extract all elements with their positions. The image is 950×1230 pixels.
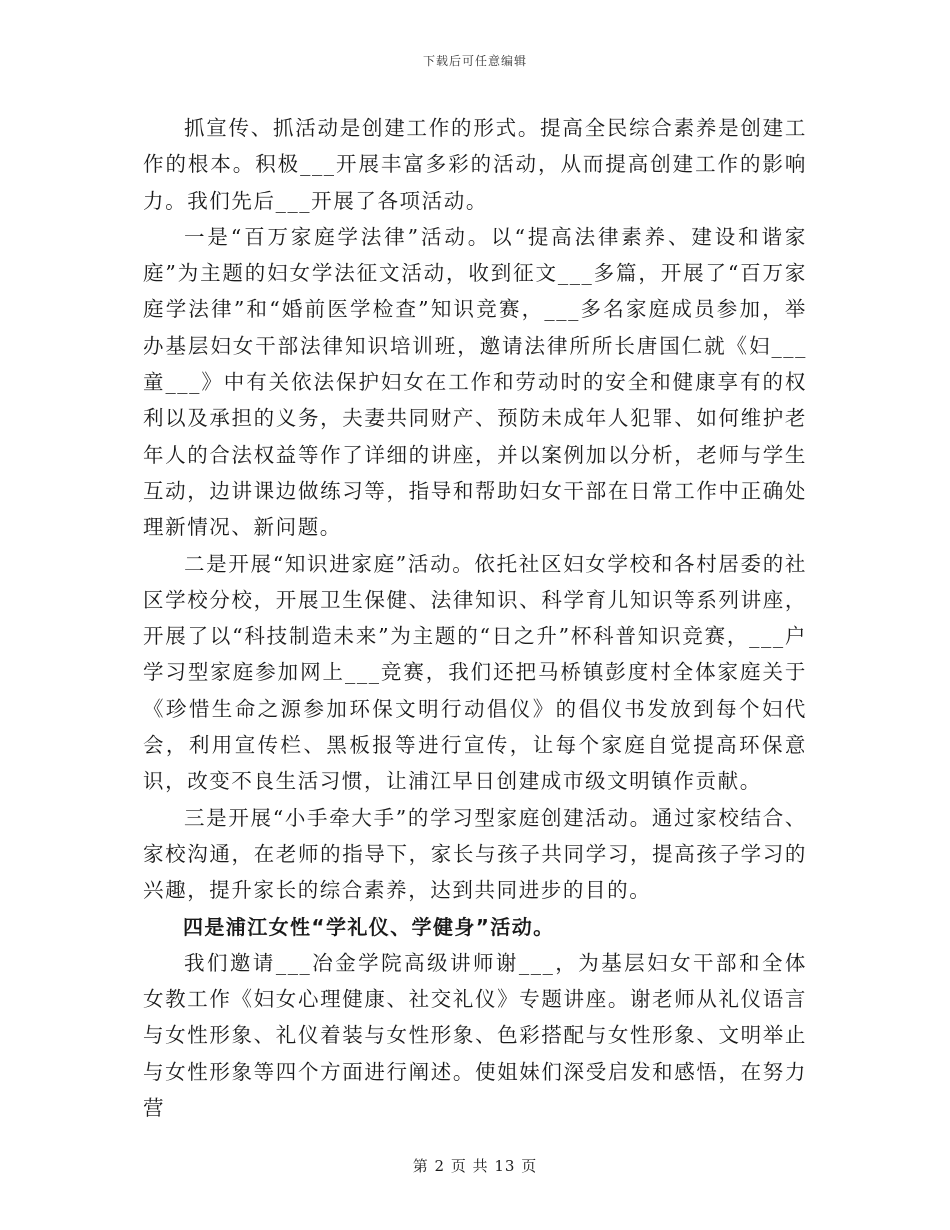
paragraph-item-four-body: 我们邀请___冶金学院高级讲师谢___，为基层妇女干部和全体女教工作《妇女心理健康、社交礼仪》专题讲座。谢老师从礼仪语言与女性形象、礼仪着装与女性形象、色彩搭配与女性形象、文明举止与女性形象等四个方面进行阐述。使姐妹们深受启发和感悟，在努力营: [143, 950, 807, 1121]
document-body: [143, 110, 807, 1126]
paragraph-item-two: 二是开展“知识进家庭”活动。依托社区妇女学校和各村居委的社区学校分校，开展卫生保健、法律知识、科学育儿知识等系列讲座，开展了以“科技制造未来”为主题的“日之升”杯科普知识竞赛，___户学习型家庭参加网上___竞赛，我们还把马桥镇彭度村全体家庭关于《珍惜生命之源参加环保文明行动倡仪》的倡仪书发放到每个妇代会，利用宣传栏、黑板报等进行宣传，让每个家庭自觉提高环保意识，改变不良生活习惯，让浦江早日创建成市级文明镇作贡献。: [143, 551, 807, 794]
paragraph-item-three: 三是开展“小手牵大手”的学习型家庭创建活动。通过家校结合、家校沟通，在老师的指导下，家长与孩子共同学习，提高孩子学习的兴趣，提升家长的综合素养，达到共同进步的目的。: [143, 805, 807, 903]
paragraph-item-four-heading: 四是浦江女性“学礼仪、学健身”活动。: [183, 914, 555, 939]
page-number: 第 2 页 共 13 页: [412, 1157, 538, 1175]
paragraph-intro: 抓宣传、抓活动是创建工作的形式。提高全民综合素养是创建工作的根本。积极___开展丰富多彩的活动，从而提高创建工作的影响力。我们先后___开展了各项活动。: [143, 116, 807, 213]
paragraph-item-one: 一是“百万家庭学法律”活动。以“提高法律素养、建设和谐家庭”为主题的妇女学法征文活动，收到征文___多篇，开展了“百万家庭学法律”和“婚前医学检查”知识竞赛，___多名家庭成员参加，举办基层妇女干部法律知识培训班，邀请法律所所长唐国仁就《妇___童___》中有关依法保护妇女在工作和劳动时的安全和健康享有的权利以及承担的义务，夫妻共同财产、预防未成年人犯罪、如何维护老年人的合法权益等作了详细的讲座，并以案例加以分析，老师与学生互动，边讲课边做练习等，指导和帮助妇女干部在日常工作中正确处理新情况、新问题。: [143, 224, 807, 540]
header-note: 下载后可任意编辑: [422, 54, 527, 68]
